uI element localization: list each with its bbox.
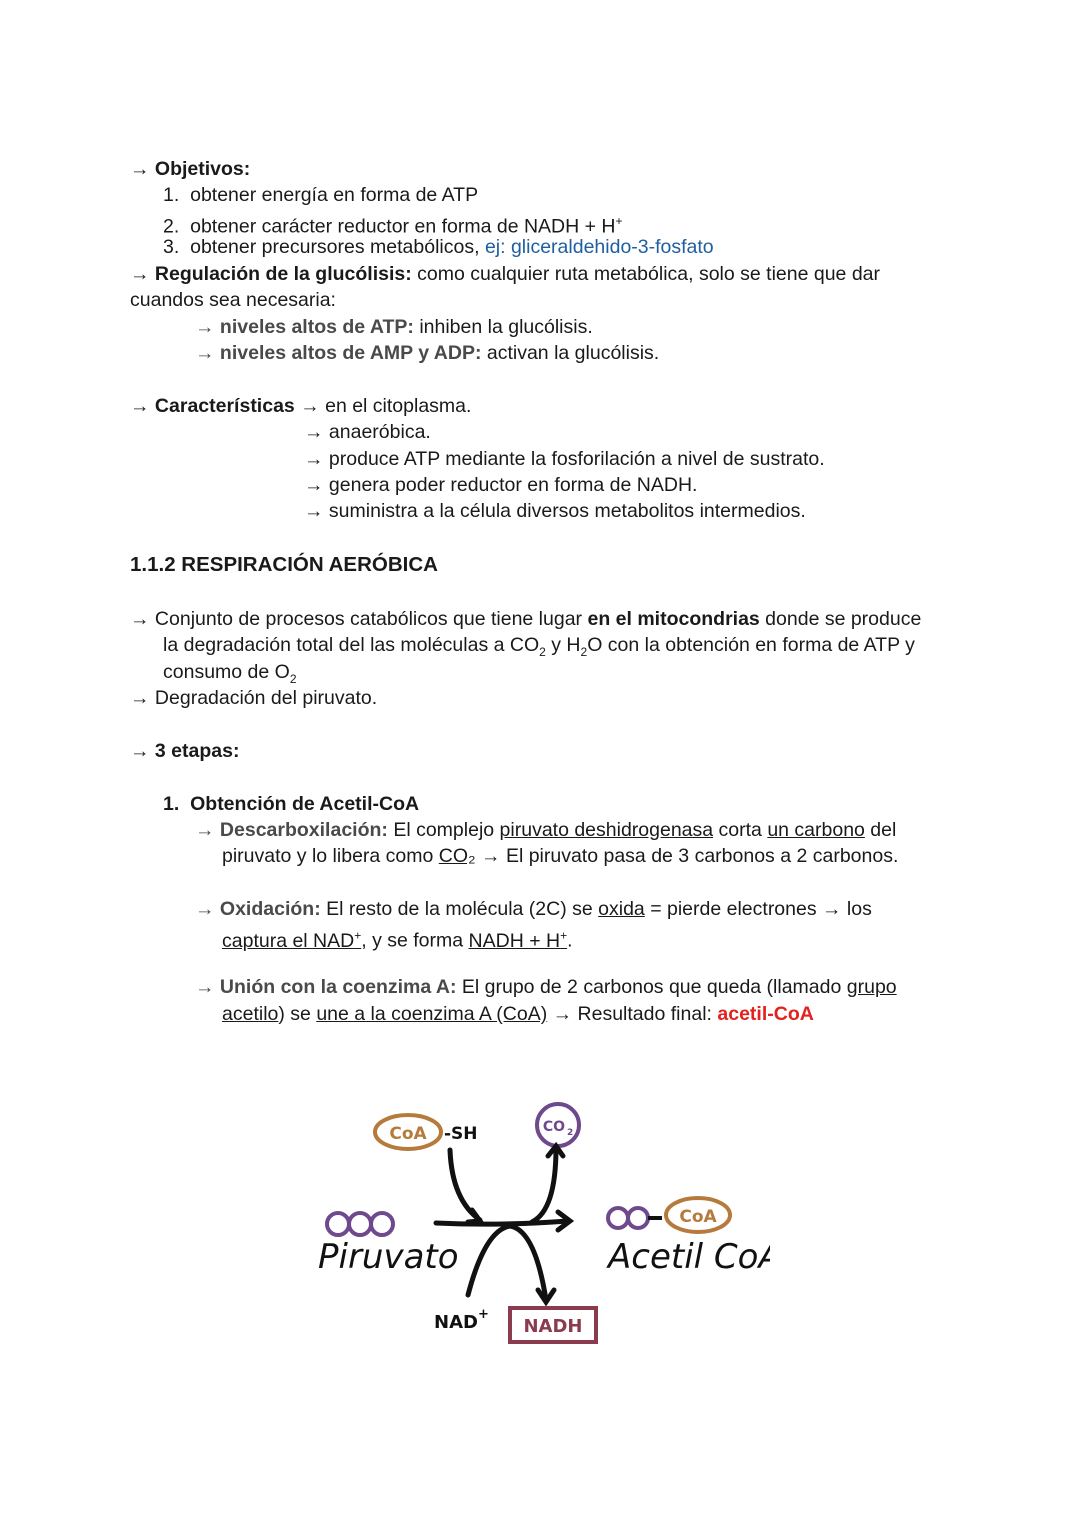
- svg-text:CoA: CoA: [679, 1207, 717, 1227]
- caracteristica-item: → produce ATP mediante la fosforilación a nivel de sustrato.: [304, 448, 825, 470]
- step1-title: 1. Obtención de Acetil-CoA: [163, 793, 420, 815]
- descarbox-line2: piruvato y lo libera como CO₂ → El piruvato pasa de 3 carbonos a 2 carbonos.: [222, 845, 899, 867]
- degradacion-line: → Degradación del piruvato.: [130, 687, 378, 709]
- section-title: 1.1.2 RESPIRACIÓN AERÓBICA: [130, 553, 438, 576]
- oxidacion-line2: captura el NAD+, y se forma NADH + H+.: [222, 928, 573, 952]
- svg-text:NADH: NADH: [523, 1316, 583, 1337]
- regulacion-line1: → Regulación de la glucólisis: como cualquier ruta metabólica, solo se tiene que dar: [130, 263, 881, 285]
- svg-text:+: +: [478, 1307, 489, 1322]
- svg-text:CoA: CoA: [389, 1124, 427, 1144]
- svg-text:2: 2: [567, 1128, 574, 1138]
- union-line1: → Unión con la coenzima A: El grupo de 2 carbonos que queda (llamado grupo: [195, 976, 897, 998]
- etapas-heading: → 3 etapas:: [130, 740, 240, 762]
- caracteristica-item: → genera poder reductor en forma de NADH.: [304, 474, 698, 496]
- objetivos-heading: → Objetivos:: [130, 158, 251, 180]
- example-text: ej: gliceraldehido-3-fosfato: [484, 236, 714, 258]
- objetivo-item-1: 1. obtener energía en forma de ATP: [163, 184, 479, 206]
- intro-line1: → Conjunto de procesos catabólicos que tiene lugar en el mitocondrias donde se produce: [130, 608, 922, 630]
- descarbox-line1: → Descarboxilación: El complejo piruvato deshidrogenasa corta un carbono del: [195, 819, 897, 841]
- regulacion-item-atp: → niveles altos de ATP: inhiben la glucólisis.: [195, 316, 593, 338]
- union-line2: acetilo) se une a la coenzima A (CoA) → Resultado final: acetil-CoA: [222, 1003, 814, 1025]
- intro-line3: consumo de $O_2$: [163, 661, 297, 686]
- intro-line2: la degradación total del las moléculas a $CO_2$ y $H_2O$ con la obtención en forma de ATP y: [163, 634, 915, 659]
- acetil-coa-label: Acetil CoA: [608, 1237, 770, 1277]
- result-acetil-coa: acetil-CoA: [717, 1003, 814, 1025]
- co2-icon: [537, 1104, 579, 1146]
- svg-text:CO: CO: [542, 1119, 566, 1135]
- oxidacion-line1: → Oxidación: El resto de la molécula (2C) se oxida = pierde electrones → los: [195, 898, 872, 920]
- acetyl-coa-molecule-icon: [608, 1198, 730, 1232]
- caracteristicas-heading: → Características → en el citoplasma.: [130, 395, 472, 417]
- objetivo-item-3: 3. obtener precursores metabólicos, ej: gliceraldehido-3-fosfato: [163, 236, 714, 258]
- coa-sh-icon: [375, 1115, 478, 1149]
- caracteristica-item: → suministra a la célula diversos metabolitos intermedios.: [304, 500, 806, 522]
- nad-label: NAD: [434, 1312, 478, 1333]
- nadh-box-icon: [510, 1308, 596, 1342]
- reaction-arrows: [436, 1146, 570, 1302]
- regulacion-line2: cuandos sea necesaria:: [130, 289, 336, 311]
- caracteristica-item: → anaeróbica.: [304, 421, 431, 443]
- svg-text:-SH: -SH: [444, 1124, 478, 1144]
- pyruvate-oxidation-diagram: [300, 1090, 770, 1360]
- piruvato-label: Piruvato: [318, 1237, 459, 1277]
- regulacion-item-amp: → niveles altos de AMP y ADP: activan la glucólisis.: [195, 342, 660, 364]
- objetivo-item-2: 2. obtener carácter reductor en forma de NADH + H+: [163, 214, 623, 238]
- pyruvate-molecule-icon: [327, 1213, 393, 1235]
